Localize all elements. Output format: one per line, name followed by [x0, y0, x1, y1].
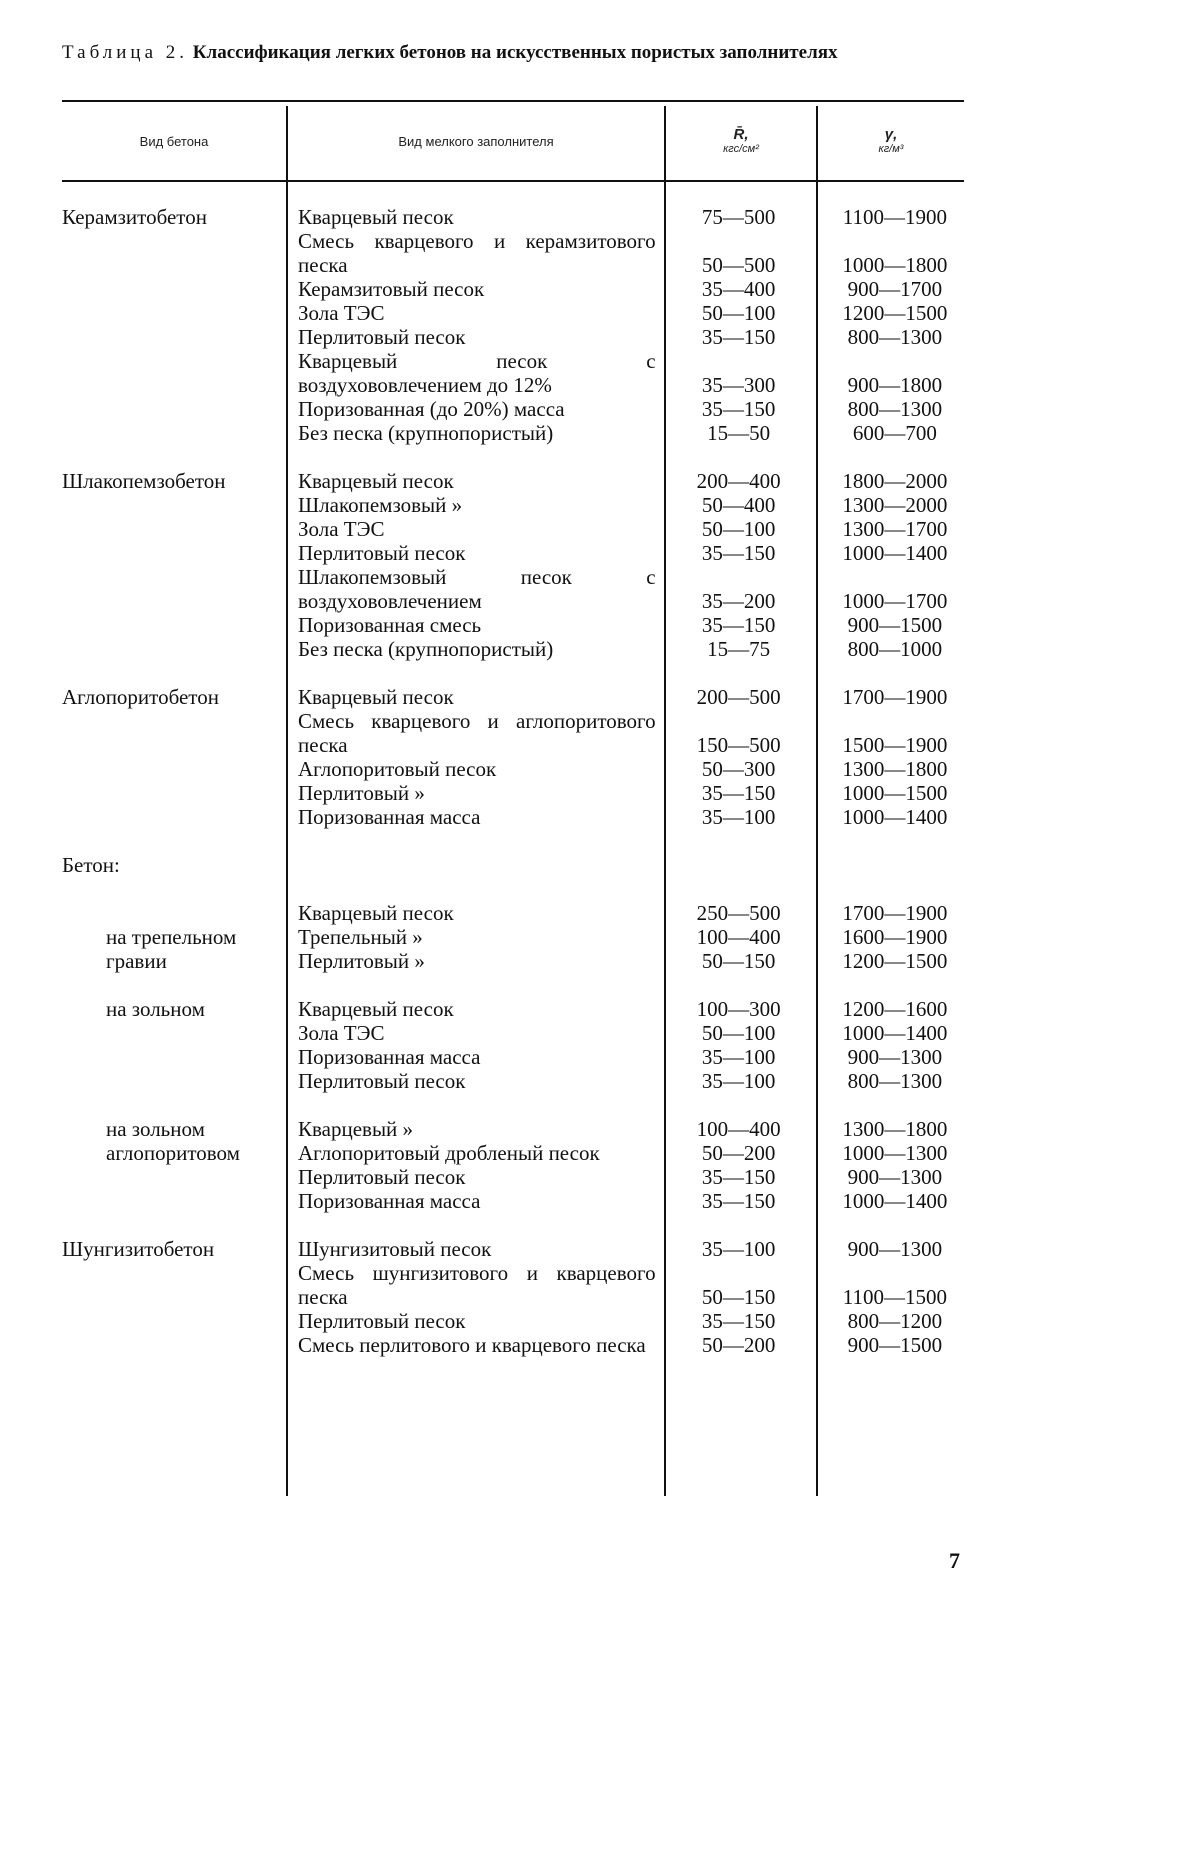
- aggregate-cell: Без песка (крупнопористый): [298, 637, 554, 661]
- strength-cell: 35—150: [701, 1165, 776, 1189]
- table-row: [62, 901, 964, 925]
- table-row: [62, 1333, 964, 1357]
- strength-cell: 50—400: [701, 493, 776, 517]
- table-row: [62, 301, 964, 325]
- table-row: [62, 613, 964, 637]
- density-cell: 1100—1900: [842, 205, 947, 229]
- strength-cell: 35—150: [701, 613, 776, 637]
- subgroup-name: на трепельном гравии: [106, 925, 237, 973]
- group-name: Шунгизитобетон: [62, 1237, 215, 1261]
- aggregate-cell: Поризованная масса: [298, 1045, 481, 1069]
- strength-cell: 35—100: [701, 1069, 776, 1093]
- aggregate-cell: Смесь кварцевого и аглопоритового песка: [298, 709, 656, 757]
- density-cell: 900—1500: [847, 1333, 943, 1357]
- density-cell: 1700—1900: [842, 901, 948, 925]
- table-group: [62, 469, 964, 661]
- strength-cell: 35—150: [701, 397, 776, 421]
- table-row: [62, 541, 964, 565]
- table-caption-label: Таблица 2.: [62, 42, 189, 63]
- density-cell: 900—1300: [847, 1045, 943, 1069]
- group-name: Бетон:: [62, 853, 120, 877]
- table-row: [62, 1045, 964, 1069]
- table-group-beton: [62, 853, 964, 1213]
- density-cell: 1800—2000: [842, 469, 948, 493]
- header-strength: [666, 104, 816, 180]
- strength-cell: 50—300: [701, 757, 776, 781]
- table-group: [62, 685, 964, 829]
- density-cell: 600—700: [852, 421, 937, 445]
- strength-cell: 150—500: [696, 733, 781, 757]
- strength-cell: 50—150: [701, 949, 776, 973]
- aggregate-cell: Шлакопемзовый песок с воздухововлечением: [298, 565, 656, 613]
- table-row: [62, 757, 964, 781]
- density-cell: 1000—1400: [842, 1021, 948, 1045]
- density-cell: 1000—1700: [842, 589, 948, 613]
- density-cell: 1100—1500: [842, 1285, 947, 1309]
- aggregate-cell: Поризованная масса: [298, 805, 481, 829]
- table-row: [62, 1261, 964, 1309]
- table-caption: [62, 42, 962, 64]
- aggregate-cell: Поризованная масса: [298, 1189, 481, 1213]
- table-row: [62, 1309, 964, 1333]
- aggregate-cell: Зола ТЭС: [298, 1021, 385, 1045]
- aggregate-cell: Перлитовый песок: [298, 1165, 466, 1189]
- aggregate-cell: Кварцевый песок: [298, 685, 454, 709]
- aggregate-cell: Поризованная смесь: [298, 613, 482, 637]
- density-cell: 1200—1500: [842, 949, 948, 973]
- table-row: [62, 325, 964, 349]
- strength-cell: 50—500: [701, 253, 776, 277]
- strength-cell: 15—75: [707, 637, 771, 661]
- density-cell: 800—1300: [847, 325, 943, 349]
- strength-cell: 50—100: [701, 1021, 776, 1045]
- table-subgroup: [62, 901, 964, 973]
- density-cell: 1300—1700: [842, 517, 948, 541]
- aggregate-cell: Трепельный »: [298, 925, 423, 949]
- strength-cell: 35—300: [701, 373, 776, 397]
- strength-cell: 35—200: [701, 589, 776, 613]
- table-row: [62, 805, 964, 829]
- aggregate-cell: Аглопоритовый песок: [298, 757, 497, 781]
- strength-cell: 35—150: [701, 325, 776, 349]
- strength-cell: 35—100: [701, 805, 776, 829]
- table-caption-text: Классификация легких бетонов на искусственных пористых заполнителях: [192, 42, 838, 63]
- group-name: Аглопоритобетон: [62, 685, 219, 709]
- aggregate-cell: Поризованная (до 20%) масса: [298, 397, 565, 421]
- header-concrete-type-label: Вид бетона: [139, 134, 209, 149]
- density-cell: 1300—1800: [842, 757, 948, 781]
- header-strength-symbol: R̄,: [733, 126, 749, 143]
- density-cell: 900—1700: [847, 277, 943, 301]
- aggregate-cell: Кварцевый песок: [298, 469, 454, 493]
- table-row: [62, 229, 964, 277]
- strength-cell: 15—50: [707, 421, 771, 445]
- strength-cell: 35—150: [701, 1189, 776, 1213]
- page-number: 7: [949, 1548, 960, 1573]
- table-row: [62, 1069, 964, 1093]
- strength-cell: 75—500: [701, 205, 776, 229]
- table-row: [62, 397, 964, 421]
- aggregate-cell: Перлитовый песок: [298, 1069, 466, 1093]
- aggregate-cell: Перлитовый песок: [298, 1309, 466, 1333]
- aggregate-cell: Керамзитовый песок: [298, 277, 485, 301]
- density-cell: 900—1800: [847, 373, 943, 397]
- aggregate-cell: Кварцевый песок: [298, 205, 454, 229]
- aggregate-cell: Перлитовый »: [298, 781, 425, 805]
- group-heading-row: [62, 853, 964, 877]
- table-subgroup: [62, 997, 964, 1093]
- aggregate-cell: Аглопоритовый дробленый песок: [298, 1141, 600, 1165]
- density-cell: 1500—1900: [842, 733, 948, 757]
- density-cell: 1000—1400: [842, 541, 948, 565]
- header-concrete-type: [62, 104, 286, 180]
- table-row: [62, 277, 964, 301]
- table-row: [62, 517, 964, 541]
- table-row: [62, 1189, 964, 1213]
- table-row: [62, 493, 964, 517]
- density-cell: 1000—1400: [842, 805, 948, 829]
- aggregate-cell: Шунгизитовый песок: [298, 1237, 492, 1261]
- density-cell: 1200—1500: [842, 301, 948, 325]
- strength-cell: 200—400: [696, 469, 781, 493]
- strength-cell: 100—400: [696, 925, 781, 949]
- strength-cell: 50—100: [701, 517, 776, 541]
- aggregate-cell: Кварцевый песок: [298, 997, 454, 1021]
- table-subgroup: [62, 1117, 964, 1213]
- aggregate-cell: Смесь кварцевого и керамзитового песка: [298, 229, 656, 277]
- density-cell: 1000—1800: [842, 253, 948, 277]
- header-density: [818, 104, 964, 180]
- strength-cell: 50—200: [701, 1141, 776, 1165]
- density-cell: 800—1000: [847, 637, 943, 661]
- density-cell: 800—1300: [847, 1069, 943, 1093]
- strength-cell: 35—100: [701, 1237, 776, 1261]
- strength-cell: 200—500: [696, 685, 781, 709]
- table-group: [62, 205, 964, 445]
- aggregate-cell: Перлитовый »: [298, 949, 425, 973]
- aggregate-cell: Кварцевый »: [298, 1117, 414, 1141]
- table-row: [62, 709, 964, 757]
- aggregate-cell: Кварцевый песок с воздухововлечением до 12%: [298, 349, 656, 397]
- strength-cell: 250—500: [696, 901, 781, 925]
- group-name: Шлакопемзобетон: [62, 469, 226, 493]
- density-cell: 900—1300: [847, 1237, 943, 1261]
- table-group: [62, 1237, 964, 1357]
- density-cell: 1000—1400: [842, 1189, 948, 1213]
- header-fine-aggregate: [288, 104, 664, 180]
- strength-cell: 35—150: [701, 781, 776, 805]
- strength-cell: 35—400: [701, 277, 776, 301]
- table-header-rule: [62, 180, 964, 182]
- aggregate-cell: Смесь перлитового и кварцевого песка: [298, 1333, 646, 1357]
- density-cell: 900—1300: [847, 1165, 943, 1189]
- aggregate-cell: Перлитовый песок: [298, 541, 466, 565]
- strength-cell: 100—400: [696, 1117, 781, 1141]
- header-density-symbol: γ,: [884, 126, 898, 143]
- aggregate-cell: Шлакопемзовый »: [298, 493, 463, 517]
- density-cell: 1300—2000: [842, 493, 948, 517]
- strength-cell: 50—100: [701, 301, 776, 325]
- strength-cell: 50—150: [701, 1285, 776, 1309]
- density-cell: 1600—1900: [842, 925, 948, 949]
- density-cell: 1700—1900: [842, 685, 948, 709]
- header-strength-unit: кгс/см²: [723, 143, 759, 155]
- table-row: [62, 781, 964, 805]
- header-density-unit: кг/м³: [878, 143, 904, 155]
- aggregate-cell: Перлитовый песок: [298, 325, 466, 349]
- strength-cell: 35—100: [701, 1045, 776, 1069]
- density-cell: 800—1200: [847, 1309, 943, 1333]
- density-cell: 1200—1600: [842, 997, 948, 1021]
- table-row: [62, 1021, 964, 1045]
- table-row: [62, 349, 964, 397]
- table-row: [62, 565, 964, 613]
- density-cell: 800—1300: [847, 397, 943, 421]
- header-fine-aggregate-label: Вид мелкого заполнителя: [398, 134, 554, 149]
- strength-cell: 35—150: [701, 1309, 776, 1333]
- aggregate-cell: Зола ТЭС: [298, 301, 385, 325]
- density-cell: 1000—1300: [842, 1141, 948, 1165]
- table-top-rule: [62, 100, 964, 102]
- subgroup-name: на зольном: [106, 997, 205, 1021]
- subgroup-name: на зольном аглопоритовом: [106, 1117, 240, 1165]
- strength-cell: 50—200: [701, 1333, 776, 1357]
- aggregate-cell: Кварцевый песок: [298, 901, 454, 925]
- aggregate-cell: Зола ТЭС: [298, 517, 385, 541]
- table-row: [62, 1165, 964, 1189]
- table-row: [62, 637, 964, 661]
- density-cell: 900—1500: [847, 613, 943, 637]
- table-body: [62, 205, 964, 1381]
- aggregate-cell: Смесь шунгизитового и кварцевого песка: [298, 1261, 656, 1309]
- group-name: Керамзитобетон: [62, 205, 207, 229]
- aggregate-cell: Без песка (крупнопористый): [298, 421, 554, 445]
- table-row: [62, 421, 964, 445]
- density-cell: 1000—1500: [842, 781, 948, 805]
- strength-cell: 100—300: [696, 997, 781, 1021]
- strength-cell: 35—150: [701, 541, 776, 565]
- density-cell: 1300—1800: [842, 1117, 948, 1141]
